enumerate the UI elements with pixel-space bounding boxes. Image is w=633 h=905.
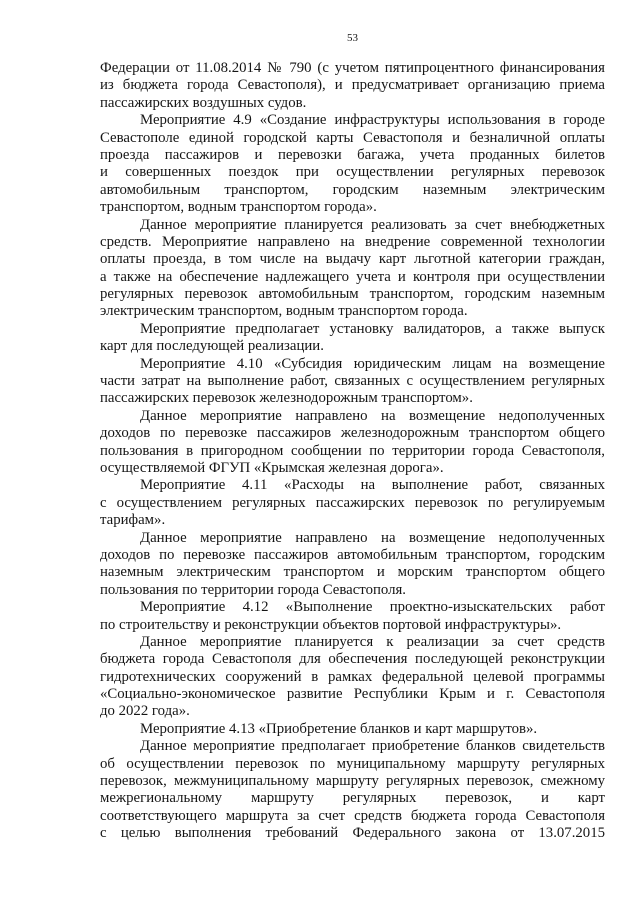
text-line: пассажирских перевозок железнодорожным транспортом».: [100, 390, 473, 407]
measure-4-9-description-paragraph: [100, 217, 605, 321]
text-line: пользования в пригородном сообщении по территории города Севастополя,: [100, 442, 605, 459]
measure-4-11-description-paragraph: [100, 530, 605, 600]
text-line: тарифам».: [100, 512, 166, 529]
text-line: пассажирских воздушных судов.: [100, 94, 307, 111]
text-line: по строительству и реконструкции объектов портовой инфраструктуры».: [100, 616, 562, 633]
text-line: а также на обеспечение надлежащего учета и контроля при осуществлении: [100, 268, 605, 285]
text-line: части затрат на выполнение работ, связанных с осуществлением регулярных: [100, 373, 605, 390]
text-line: наземным электрическим транспортом и морским транспортом общего: [100, 564, 605, 581]
measure-4-12-description-paragraph: [100, 634, 605, 721]
text-line: Данное мероприятие планируется к реализации за счет средств: [140, 633, 605, 650]
text-line: транспортом, водным транспортом города».: [100, 199, 377, 216]
text-line: бюджета города Севастополя для обеспечения последующей реконструкции: [100, 651, 605, 668]
text-line: гидротехнических сооружений в рамках федеральной целевой программы: [100, 668, 605, 685]
text-line: доходов по перевозке пассажиров железнодорожным транспортом общего: [100, 425, 605, 442]
text-line: межрегиональному маршруту регулярных перевозок, и карт: [100, 790, 605, 807]
text-line: до 2022 года».: [100, 703, 190, 720]
measure-4-10-description-paragraph: [100, 408, 605, 478]
text-line: регулярных перевозок автомобильным транспортом, городским наземным: [100, 286, 605, 303]
text-line: Севастополе единой городской карты Севастополя и безналичной оплаты: [100, 129, 605, 146]
text-line: средств. Мероприятие направлено на внедрение современной технологии: [100, 233, 605, 250]
text-line: с целью выполнения требований Федерального закона от 13.07.2015: [100, 825, 605, 842]
text-line: соответствующего маршрута за счет средств бюджета города Севастополя: [100, 807, 605, 824]
text-line: автомобильным транспортом, городским наземным электрическим: [100, 181, 605, 198]
text-line: доходов по перевозке пассажиров автомобильным транспортом, городским: [100, 546, 605, 563]
text-line: «Социально-экономическое развитие Республики Крым и г. Севастополя: [100, 686, 605, 703]
text-line: Данное мероприятие направлено на возмещение недополученных: [140, 407, 605, 424]
text-line: Мероприятие предполагает установку валидаторов, а также выпуск: [140, 320, 605, 337]
text-line: Мероприятие 4.12 «Выполнение проектно-изыскательских работ: [140, 599, 605, 616]
text-line: электрическим транспортом, водным транспортом города.: [100, 303, 468, 320]
text-line: Федерации от 11.08.2014 № 790 (с учетом пятипроцентного финансирования: [100, 60, 605, 76]
measure-4-10-title-paragraph: [100, 356, 605, 408]
page-number: 53: [347, 32, 358, 44]
text-line: Мероприятие 4.9 «Создание инфраструктуры использования в городе: [140, 112, 605, 129]
text-line: пользования по территории города Севастополя.: [100, 581, 406, 598]
text-line: перевозок, межмуниципальному маршруту регулярных перевозок, смежному: [100, 773, 605, 790]
measure-4-13-title-paragraph: [100, 721, 605, 738]
text-line: Мероприятие 4.13 «Приобретение бланков и карт маршрутов».: [140, 720, 538, 737]
text-line: Мероприятие 4.10 «Субсидия юридическим лицам на возмещение: [140, 355, 605, 372]
measure-4-11-title-paragraph: [100, 477, 605, 529]
measure-4-12-title-paragraph: [100, 599, 605, 634]
text-line: и совершенных поездок при осуществлении регулярных перевозок: [100, 164, 605, 181]
text-line: проезда пассажиров и перевозки багажа, учета проданных билетов: [100, 146, 605, 163]
text-line: об осуществлении перевозок по муниципальному маршруту регулярных: [100, 755, 605, 772]
text-line: Данное мероприятие предполагает приобретение бланков свидетельств: [140, 738, 605, 755]
text-line: Данное мероприятие планируется реализовать за счет внебюджетных: [140, 216, 605, 233]
measure-4-9-title-paragraph: [100, 112, 605, 216]
text-line: оплаты проезда, в том числе на выдачу карт льготной категории граждан,: [100, 251, 605, 268]
text-line: с осуществлением регулярных пассажирских перевозок по регулируемым: [100, 494, 605, 511]
measure-4-13-description-paragraph: [100, 738, 605, 842]
text-line: осуществляемой ФГУП «Крымская железная дорога».: [100, 459, 444, 476]
paragraph-continuation: [100, 60, 605, 112]
text-line: карт для последующей реализации.: [100, 338, 324, 355]
document-body: [100, 60, 605, 843]
text-line: из бюджета города Севастополя), и предусматривает организацию приема: [100, 77, 605, 94]
text-line: Мероприятие 4.11 «Расходы на выполнение работ, связанных: [140, 477, 605, 494]
text-line: Данное мероприятие направлено на возмещение недополученных: [140, 529, 605, 546]
measure-4-9-validators-paragraph: [100, 321, 605, 356]
